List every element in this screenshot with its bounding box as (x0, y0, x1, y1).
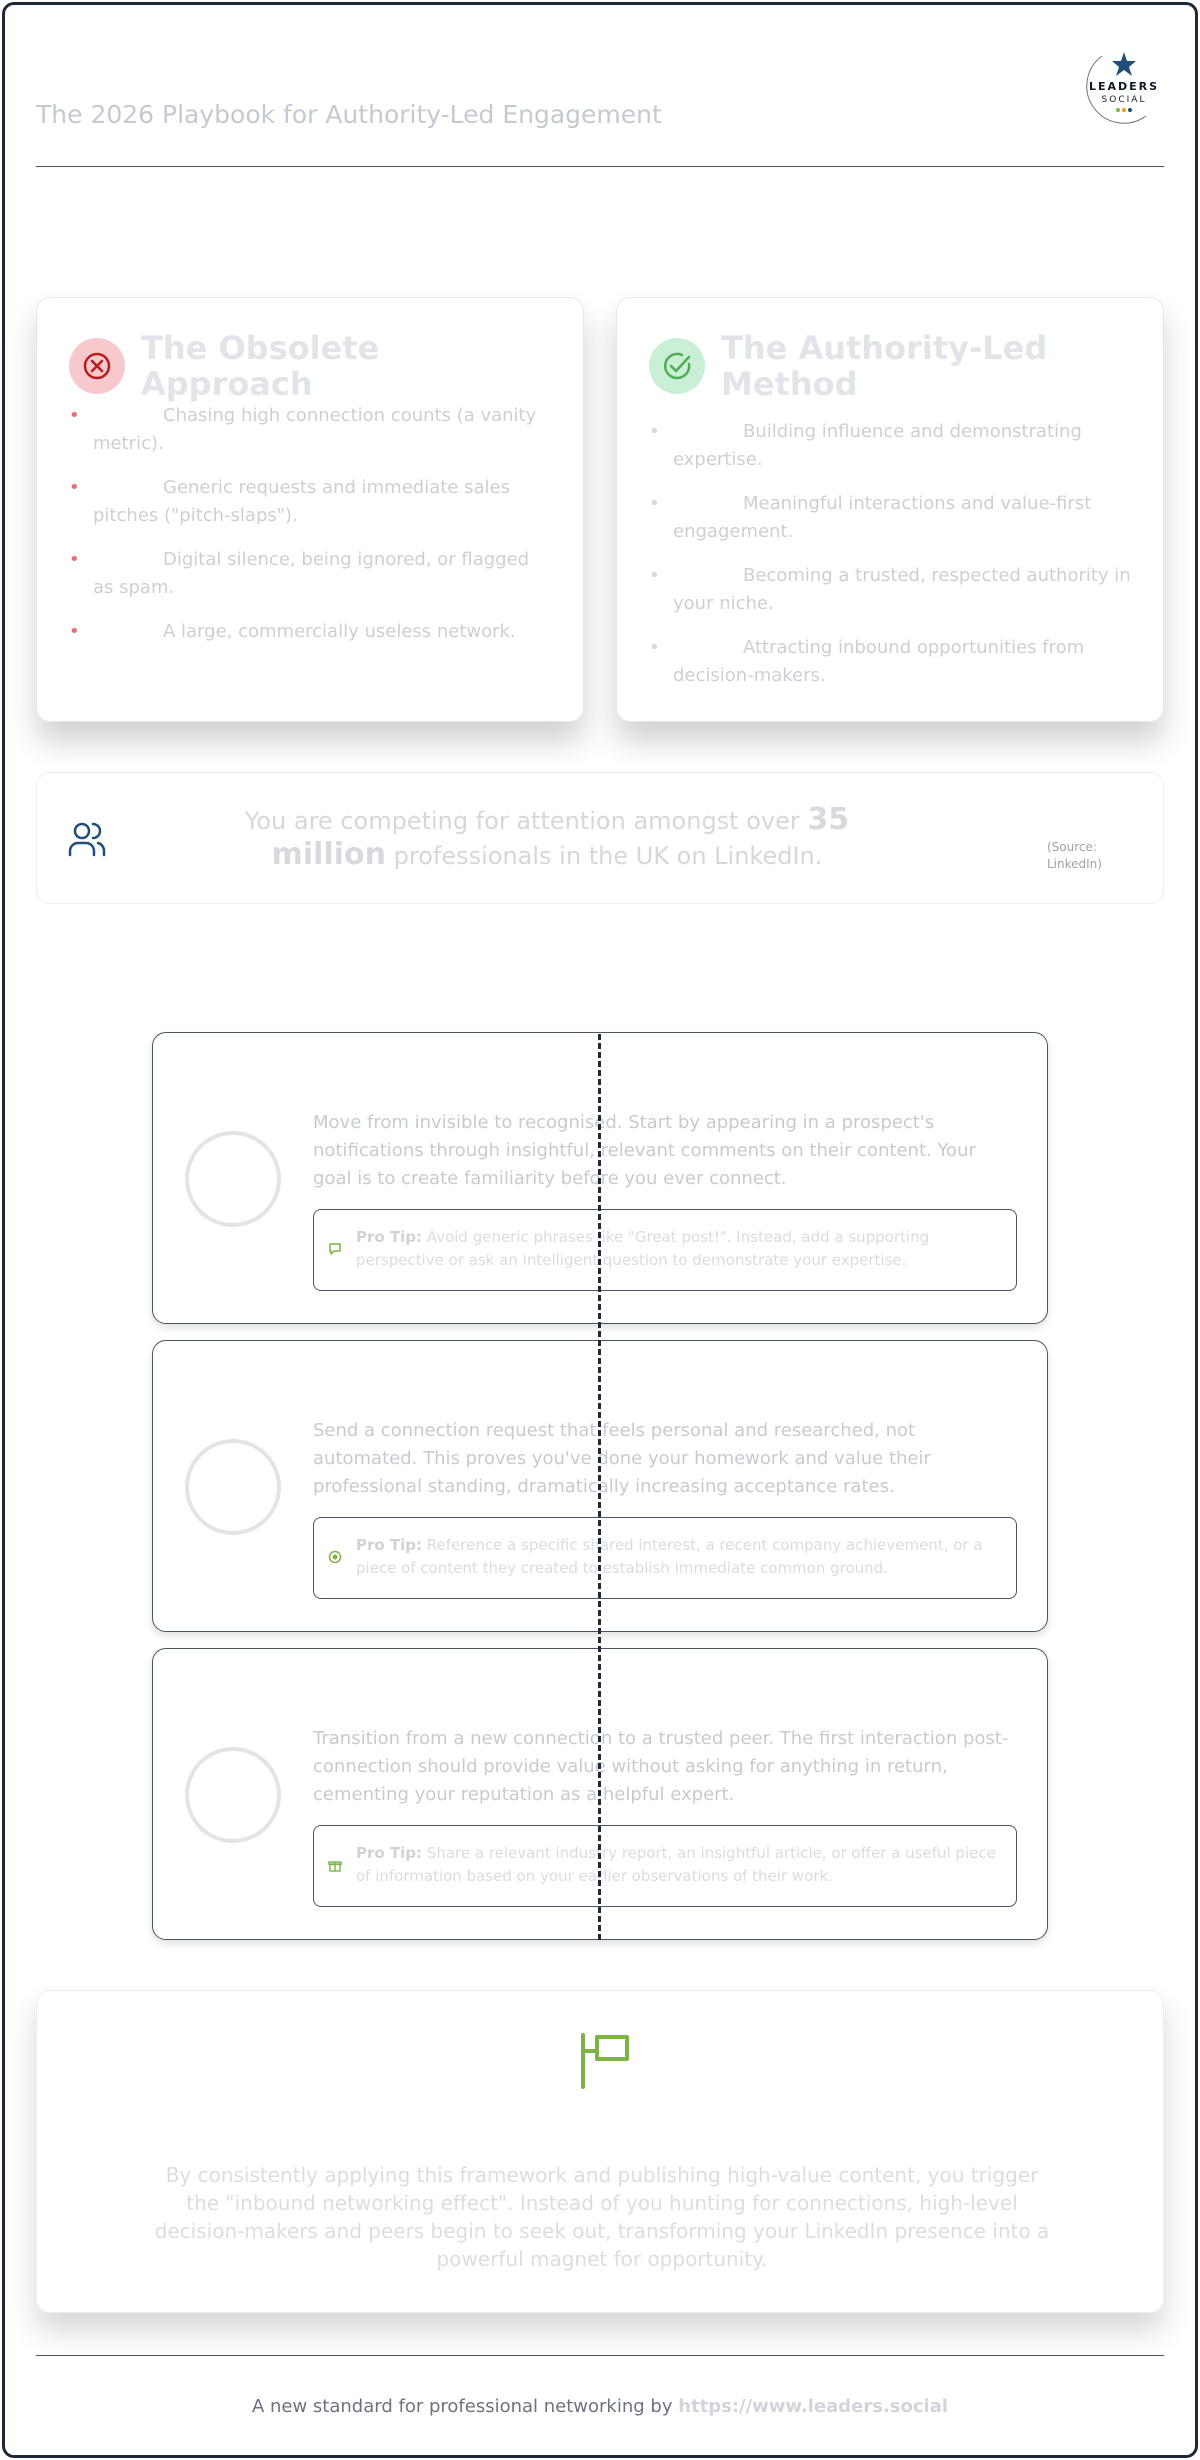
users-icon (67, 819, 107, 859)
obsolete-list (69, 402, 553, 662)
list-item: • Becoming a trusted, respected authority in your niche. (649, 565, 1131, 614)
footer-link[interactable]: https://www.leaders.social (678, 2396, 949, 2417)
step-number-circle (185, 1747, 281, 1843)
header (36, 80, 1164, 129)
flag-icon (577, 2031, 633, 2091)
conclusion-text: By consistently applying this framework and publishing high-value content, you trigger the "inbound networking effect". Instead of you hunting for connections, high-level decision-makers and peers begin to seek out, transforming your LinkedIn presence into a powerful magnet for opportunity. (154, 2163, 1050, 2271)
logo-text-1: LEADERS (1088, 80, 1160, 93)
page-title: The 2026 Playbook for Authority-Led Engagement (36, 100, 662, 129)
header-divider (36, 166, 1164, 167)
step-description: Move from invisible to recognised. Start by appearing in a prospect's notifications through insightful, relevant comments on their content. Your goal is to create familiarity before you ever connect. (313, 1112, 976, 1189)
pro-tip-box: Pro Tip: Reference a specific shared interest, a recent company achievement, or a piece of content they created to establish immediate common ground. (313, 1517, 1017, 1599)
check-circle-icon (649, 338, 705, 394)
list-item: • Generic requests and immediate sales pitches ("pitch-slaps"). (69, 477, 510, 526)
step-description: Transition from a new connection to a trusted peer. The first interaction post-connection should provide value without asking for anything in return, cementing your reputation as a helpful expert. (313, 1728, 1009, 1805)
authority-list (649, 418, 1133, 706)
step-number-circle (185, 1131, 281, 1227)
stats-source: (Source: LinkedIn) (1047, 840, 1102, 871)
authority-method-card (616, 297, 1164, 722)
list-item: • Digital silence, being ignored, or flagged as spam. (69, 549, 530, 598)
stats-banner (36, 772, 1164, 904)
conclusion-card (36, 1990, 1164, 2313)
list-item: • Building influence and demonstrating expertise. (649, 421, 1082, 470)
comment-icon (328, 1242, 342, 1256)
list-item: • Meaningful interactions and value-first engagement. (649, 493, 1092, 542)
stats-number: 35 million (271, 802, 850, 872)
list-item: • Attracting inbound opportunities from decision-makers. (649, 637, 1085, 686)
target-icon (328, 1550, 342, 1564)
step-number-circle (185, 1439, 281, 1535)
footer-text: A new standard for professional networking by (251, 2396, 679, 2417)
x-circle-icon (69, 338, 125, 394)
pro-tip-box: Pro Tip: Share a relevant industry report, an insightful article, or offer a useful piece of information based on your earlier observations of their work. (313, 1825, 1017, 1907)
step-description: Send a connection request that feels personal and researched, not automated. This proves you've done your homework and value their professional standing, dramatically increasing acceptance rates. (313, 1420, 931, 1497)
obsolete-title: The Obsolete Approach (141, 329, 380, 403)
footer (0, 2396, 1200, 2417)
obsolete-approach-card (36, 297, 584, 722)
list-item: • A large, commercially useless network. (69, 621, 516, 642)
timeline-connector (598, 1034, 601, 1940)
gift-icon (328, 1858, 342, 1872)
pro-tip-box: Pro Tip: Avoid generic phrases like "Great post!". Instead, add a supporting perspective or ask an intelligent question to demonstrate your expertise. (313, 1209, 1017, 1291)
list-item: • Chasing high connection counts (a vanity metric). (69, 405, 537, 454)
authority-title: The Authority-Led Method (721, 329, 1048, 403)
footer-divider (36, 2355, 1164, 2356)
stats-text: You are competing for attention amongst over 35 million professionals in the UK on LinkedIn. (244, 802, 850, 872)
logo-text-2: SOCIAL (1101, 95, 1147, 105)
leaders-social-logo (1084, 44, 1164, 124)
